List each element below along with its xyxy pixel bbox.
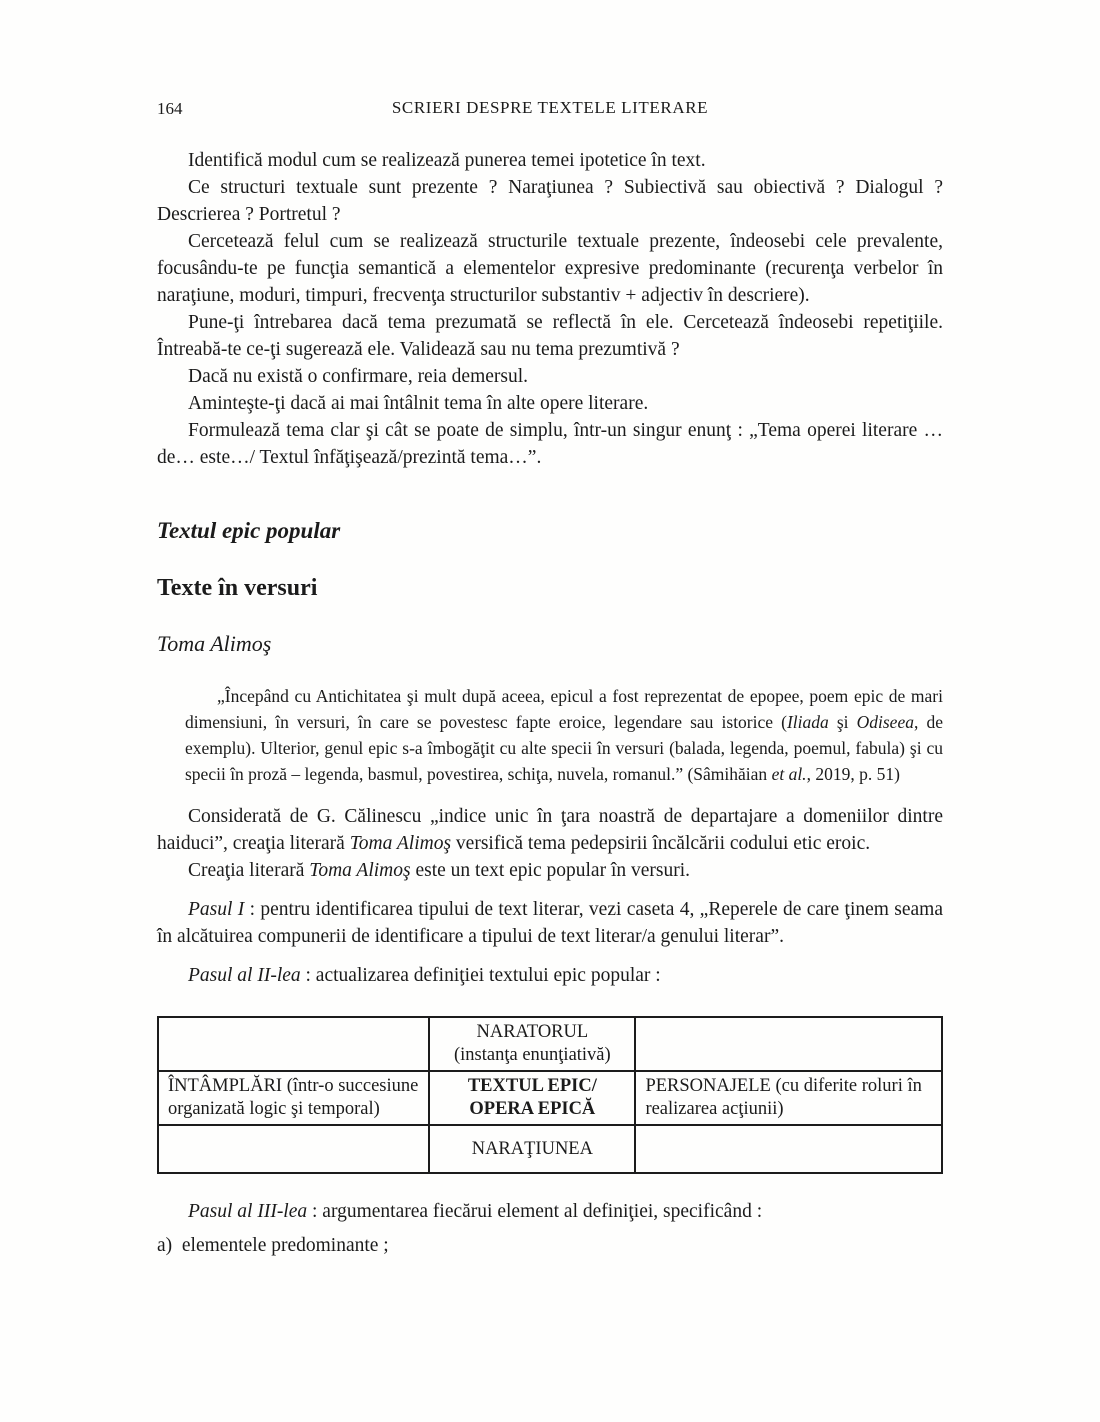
step-label: Pasul al III-lea [188,1201,308,1222]
subsection-heading: Texte în versuri [157,575,318,601]
quote-text: „Începând cu Antichitatea şi mult după aceea, epicul a fost reprezentat de epopee, poem epic de mari dimensiuni, în versuri, în care se povestesc fapte eroice, legendare sau istorice ( [185,686,943,732]
cell-line: NARATORUL [476,1022,589,1042]
cell-line: OPERA EPICĂ [469,1099,596,1119]
step-text: : actualizarea definiţiei textului epic popular : [300,965,661,986]
quote-text: şi [828,712,857,732]
paragraph-identifica: Identifică modul cum se realizează punerea temei ipotetice în text. [188,150,706,171]
paragraph-cerceteaza: Cercetează felul cum se realizează structurile textuale prezente, îndeosebi cele prevalente, focusându-te pe funcţia semantică a elementelor expresive predominante (recurenţa verbelor în naraţiune, moduri, timpuri, frecvenţa structurilor substantiv + adjectiv în descriere). [157,231,943,306]
work-title-inline: Toma Alimoş [309,860,411,881]
paragraph-pasul-2 [157,962,943,989]
block-quote [185,683,943,787]
paragraph-aminteste: Aminteşte-ţi dacă ai mai întâlnit tema în alte opere literare. [188,393,649,414]
text-segment: este un text epic popular în versuri. [410,860,691,881]
table-cell-naratiunea: NARAŢIUNEA [429,1125,635,1173]
quote-text: , de exemplu). Ulterior, genul epic s-a îmbogăţit cu alte specii în versuri (balada, legenda, poemul, fabula) şi cu specii în proză – legenda, basmul, povestirea, schiţa, nuvela, romanul.” (Sâmihăian [185,712,943,784]
step-label: Pasul al II-lea [188,965,301,986]
paragraph-creatia [157,857,943,884]
definition-table [157,1016,943,1174]
paragraph-pasul-1 [157,896,943,950]
table-cell-narator [429,1017,635,1071]
step-label: Pasul I [188,899,245,920]
quote-citation: , 2019, p. 51) [806,764,900,784]
work-title-heading: Toma Alimoş [157,631,272,656]
quote-italic-title: Odiseea [856,712,914,732]
table-cell-empty [635,1125,942,1173]
paragraph-confirmare: Dacă nu există o confirmare, reia demersul. [188,366,529,387]
paragraph-calinescu [157,803,943,857]
table-cell-empty [635,1017,942,1071]
text-segment: Considerată de G. Călinescu „indice unic în ţara noastră de departajare a domeniilor dintre haiduci”, creaţia literară [157,806,943,854]
table-row [158,1125,942,1173]
page-header [157,98,943,121]
work-title-inline: Toma Alimoş [349,833,452,854]
paragraph-formuleaza: Formulează tema clar şi cât se poate de simplu, într-un singur enunţ : „Tema operei literare … de… este…/ Textul înfăţişează/prezintă tema…”. [157,420,943,468]
step-text: : pentru identificarea tipului de text literar, vezi caseta 4, „Reperele de care ţinem seama în alcătuirea compunerii de identificare a tipului de text literar/a genului literar”. [157,899,943,947]
table-cell-textul-epic [429,1071,635,1125]
cell-line: TEXTUL EPIC/ [467,1076,597,1096]
step-text: : argumentarea fiecărui element al definiţiei, specificând : [307,1201,763,1222]
table-cell-personajele: PERSONAJELE (cu diferite roluri în realizarea acţiunii) [635,1071,942,1125]
page-number: 164 [157,99,183,118]
paragraph-pasul-3 [157,1198,943,1225]
table-cell-intamplari: ÎNTÂMPLĂRI (într-o succesiune organizată logic şi temporal) [158,1071,429,1125]
section-heading: Textul epic popular [157,518,341,543]
text-segment: Creaţia literară [188,860,310,881]
paragraph-intrebare: Pune-ţi întrebarea dacă tema prezumată se reflectă în ele. Cercetează îndeosebi repetiţiile. Întreabă-te ce-ţi sugerează ele. Validează sau nu tema prezumtivă ? [157,312,943,360]
quote-italic-etal: et al. [771,764,807,784]
table-cell-empty [158,1125,429,1173]
table-row [158,1071,942,1125]
quote-italic-title: Iliada [786,712,829,732]
list-item-a: a) elementele predominante ; [157,1235,389,1256]
text-segment: versifică tema pedepsirii încălcării codului etic eroic. [451,833,871,854]
table-cell-empty [158,1017,429,1071]
running-title: SCRIERI DESPRE TEXTELE LITERARE [391,98,709,117]
cell-line: (instanţa enunţiativă) [454,1045,611,1065]
table-row [158,1017,942,1071]
paragraph-structuri: Ce structuri textuale sunt prezente ? Naraţiunea ? Subiectivă sau obiectivă ? Dialogul ? Descrierea ? Portretul ? [157,177,943,225]
